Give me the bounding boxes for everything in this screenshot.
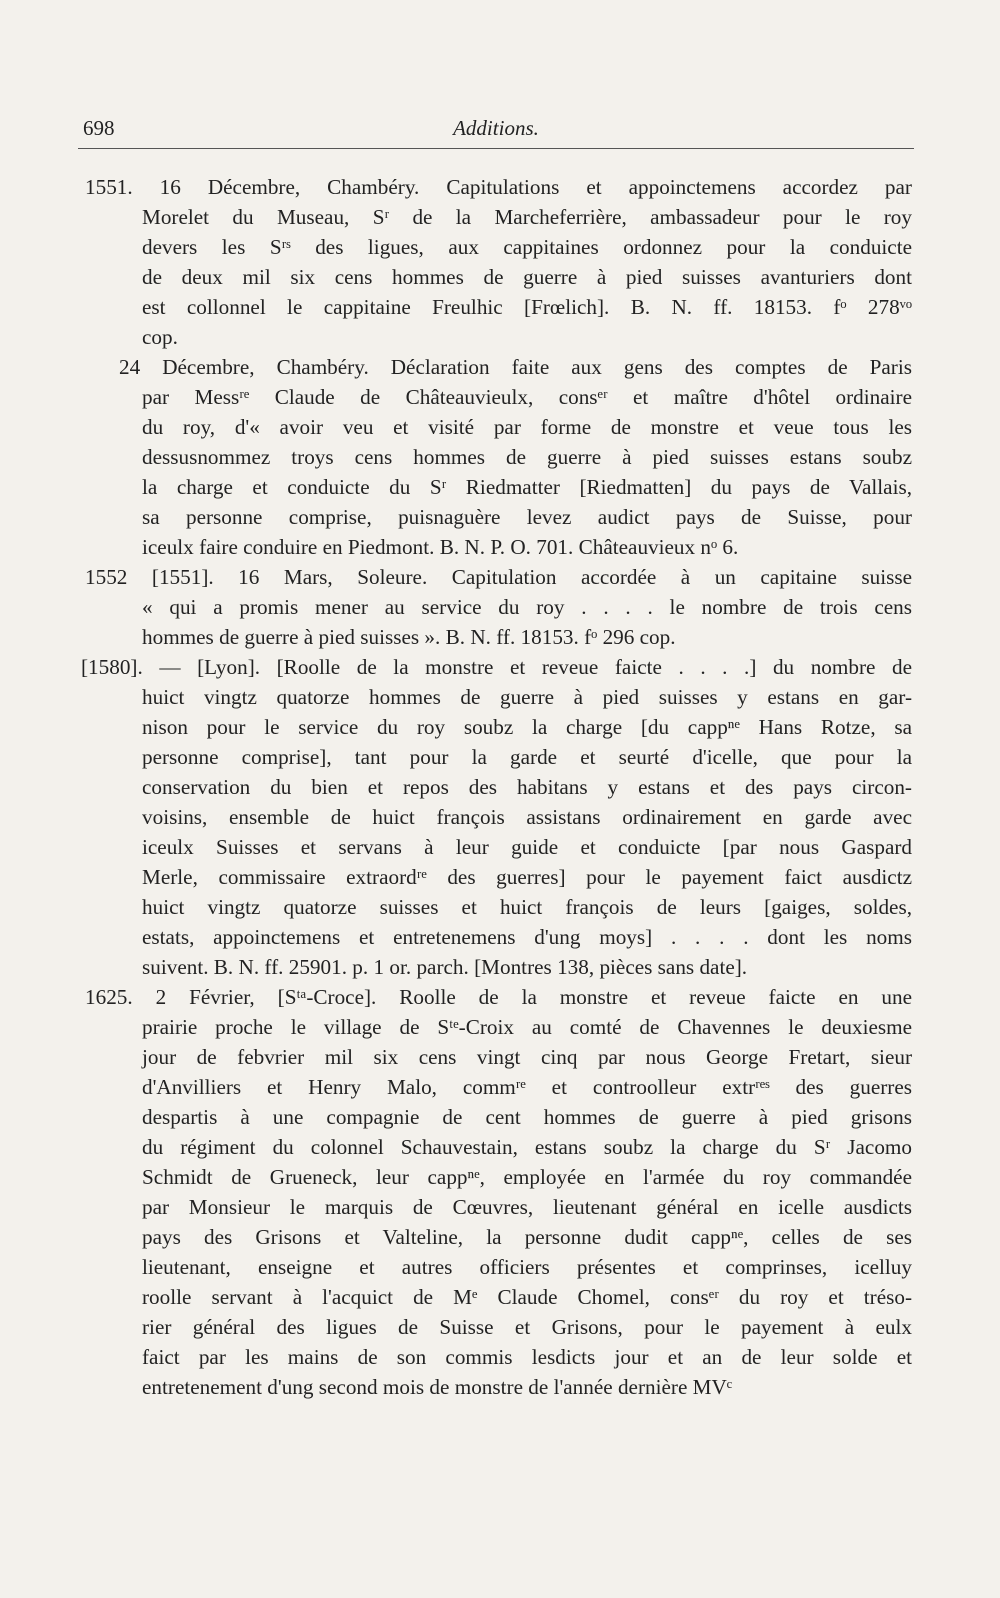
text-line: 1552 [1551]. 16 Mars, Soleure. Capitulation accordée à un capitaine suisse bbox=[85, 565, 912, 589]
text-line: par Monsieur le marquis de Cœuvres, lieutenant général en icelle ausdicts bbox=[142, 1195, 912, 1219]
text-line: Schmidt de Grueneck, leur cappⁿᵉ, employée en l'armée du roy commandée bbox=[142, 1165, 912, 1189]
text-line: estats, appoinctemens et entretenemens d'ung moys] . . . . dont les noms bbox=[142, 925, 912, 949]
text-line: sa personne comprise, puisnaguère levez audict pays de Suisse, pour bbox=[142, 505, 912, 529]
text-line: rier général des ligues de Suisse et Grisons, pour le payement à eulx bbox=[142, 1315, 912, 1339]
text-line: pays des Grisons et Valteline, la personne dudit cappⁿᵉ, celles de ses bbox=[142, 1225, 912, 1249]
text-line: cop. bbox=[142, 325, 178, 349]
running-title: Additions. bbox=[453, 116, 539, 140]
text-line: prairie proche le village de Sᵗᵉ-Croix au comté de Chavennes le deuxiesme bbox=[142, 1015, 912, 1039]
text-line: [1580]. — [Lyon]. [Roolle de la monstre et reveue faicte . . . .] du nombre de bbox=[81, 655, 912, 679]
text-line: faict par les mains de son commis lesdicts jour et an de leur solde et bbox=[142, 1345, 912, 1369]
text-line: Merle, commissaire extraordʳᵉ des guerres] pour le payement faict ausdictz bbox=[142, 865, 912, 889]
text-line: huict vingtz quatorze suisses et huict françois de leurs [gaiges, soldes, bbox=[142, 895, 912, 919]
text-line: iceulx Suisses et servans à leur guide et conduicte [par nous Gaspard bbox=[142, 835, 912, 859]
text-line: la charge et conduicte du Sʳ Riedmatter [Riedmatten] du pays de Vallais, bbox=[142, 475, 912, 499]
text-line: hommes de guerre à pied suisses ». B. N. ff. 18153. fᵒ 296 cop. bbox=[142, 625, 676, 649]
text-line: entretenement d'ung second mois de monstre de l'année dernière MVᶜ bbox=[142, 1375, 733, 1399]
text-line: iceulx faire conduire en Piedmont. B. N. P. O. 701. Châteauvieux nᵒ 6. bbox=[142, 535, 739, 559]
text-line: conservation du bien et repos des habitans y estans et des pays circon- bbox=[142, 775, 912, 799]
text-line: Morelet du Museau, Sʳ de la Marcheferrière, ambassadeur pour le roy bbox=[142, 205, 912, 229]
text-line: dessusnommez troys cens hommes de guerre à pied suisses estans soubz bbox=[142, 445, 912, 469]
entry-paragraph bbox=[85, 352, 912, 562]
text-line: despartis à une compagnie de cent hommes de guerre à pied grisons bbox=[142, 1105, 912, 1129]
page-number: 698 bbox=[83, 116, 115, 140]
text-line: du roy, d'« avoir veu et visité par forme de monstre et veue tous les bbox=[142, 415, 912, 439]
text-line: voisins, ensemble de huict françois assistans ordinairement en garde avec bbox=[142, 805, 912, 829]
entry-paragraph bbox=[81, 652, 912, 982]
page-header bbox=[78, 112, 914, 149]
text-line: « qui a promis mener au service du roy . . . . le nombre de trois cens bbox=[142, 595, 912, 619]
text-line: par Messʳᵉ Claude de Châteauvieulx, consᵉʳ et maître d'hôtel ordinaire bbox=[142, 385, 912, 409]
text-line: lieutenant, enseigne et autres officiers présentes et comprinses, icelluy bbox=[142, 1255, 912, 1279]
text-line: 1551. 16 Décembre, Chambéry. Capitulations et appoinctemens accordez par bbox=[85, 175, 912, 199]
text-line: roolle servant à l'acquict de Mᵉ Claude Chomel, consᵉʳ du roy et tréso- bbox=[142, 1285, 912, 1309]
text-line: devers les Sʳˢ des ligues, aux cappitaines ordonnez pour la conduicte bbox=[142, 235, 912, 259]
text-line: 24 Décembre, Chambéry. Déclaration faite aux gens des comptes de Paris bbox=[119, 355, 912, 379]
entry-paragraph bbox=[85, 982, 912, 1402]
entry-paragraph bbox=[85, 562, 912, 652]
text-line: suivent. B. N. ff. 25901. p. 1 or. parch. [Montres 138, pièces sans date]. bbox=[142, 955, 748, 979]
text-line: de deux mil six cens hommes de guerre à pied suisses avanturiers dont bbox=[142, 265, 912, 289]
entry-paragraph bbox=[85, 172, 912, 352]
document-body bbox=[81, 172, 912, 1402]
text-line: 1625. 2 Février, [Sᵗᵃ-Croce]. Roolle de la monstre et reveue faicte en une bbox=[85, 985, 912, 1009]
text-line: nison pour le service du roy soubz la charge [du cappⁿᵉ Hans Rotze, sa bbox=[142, 715, 912, 739]
text-line: est collonnel le cappitaine Freulhic [Frœlich]. B. N. ff. 18153. fᵒ 278ᵛᵒ bbox=[142, 295, 912, 319]
text-line: d'Anvilliers et Henry Malo, commʳᵉ et controolleur extrʳᵉˢ des guerres bbox=[142, 1075, 912, 1099]
text-line: personne comprise], tant pour la garde et seurté d'icelle, que pour la bbox=[142, 745, 912, 769]
text-line: du régiment du colonnel Schauvestain, estans soubz la charge du Sʳ Jacomo bbox=[142, 1135, 912, 1159]
text-line: jour de febvrier mil six cens vingt cinq par nous George Fretart, sieur bbox=[142, 1045, 912, 1069]
text-line: huict vingtz quatorze hommes de guerre à pied suisses y estans en gar- bbox=[142, 685, 912, 709]
